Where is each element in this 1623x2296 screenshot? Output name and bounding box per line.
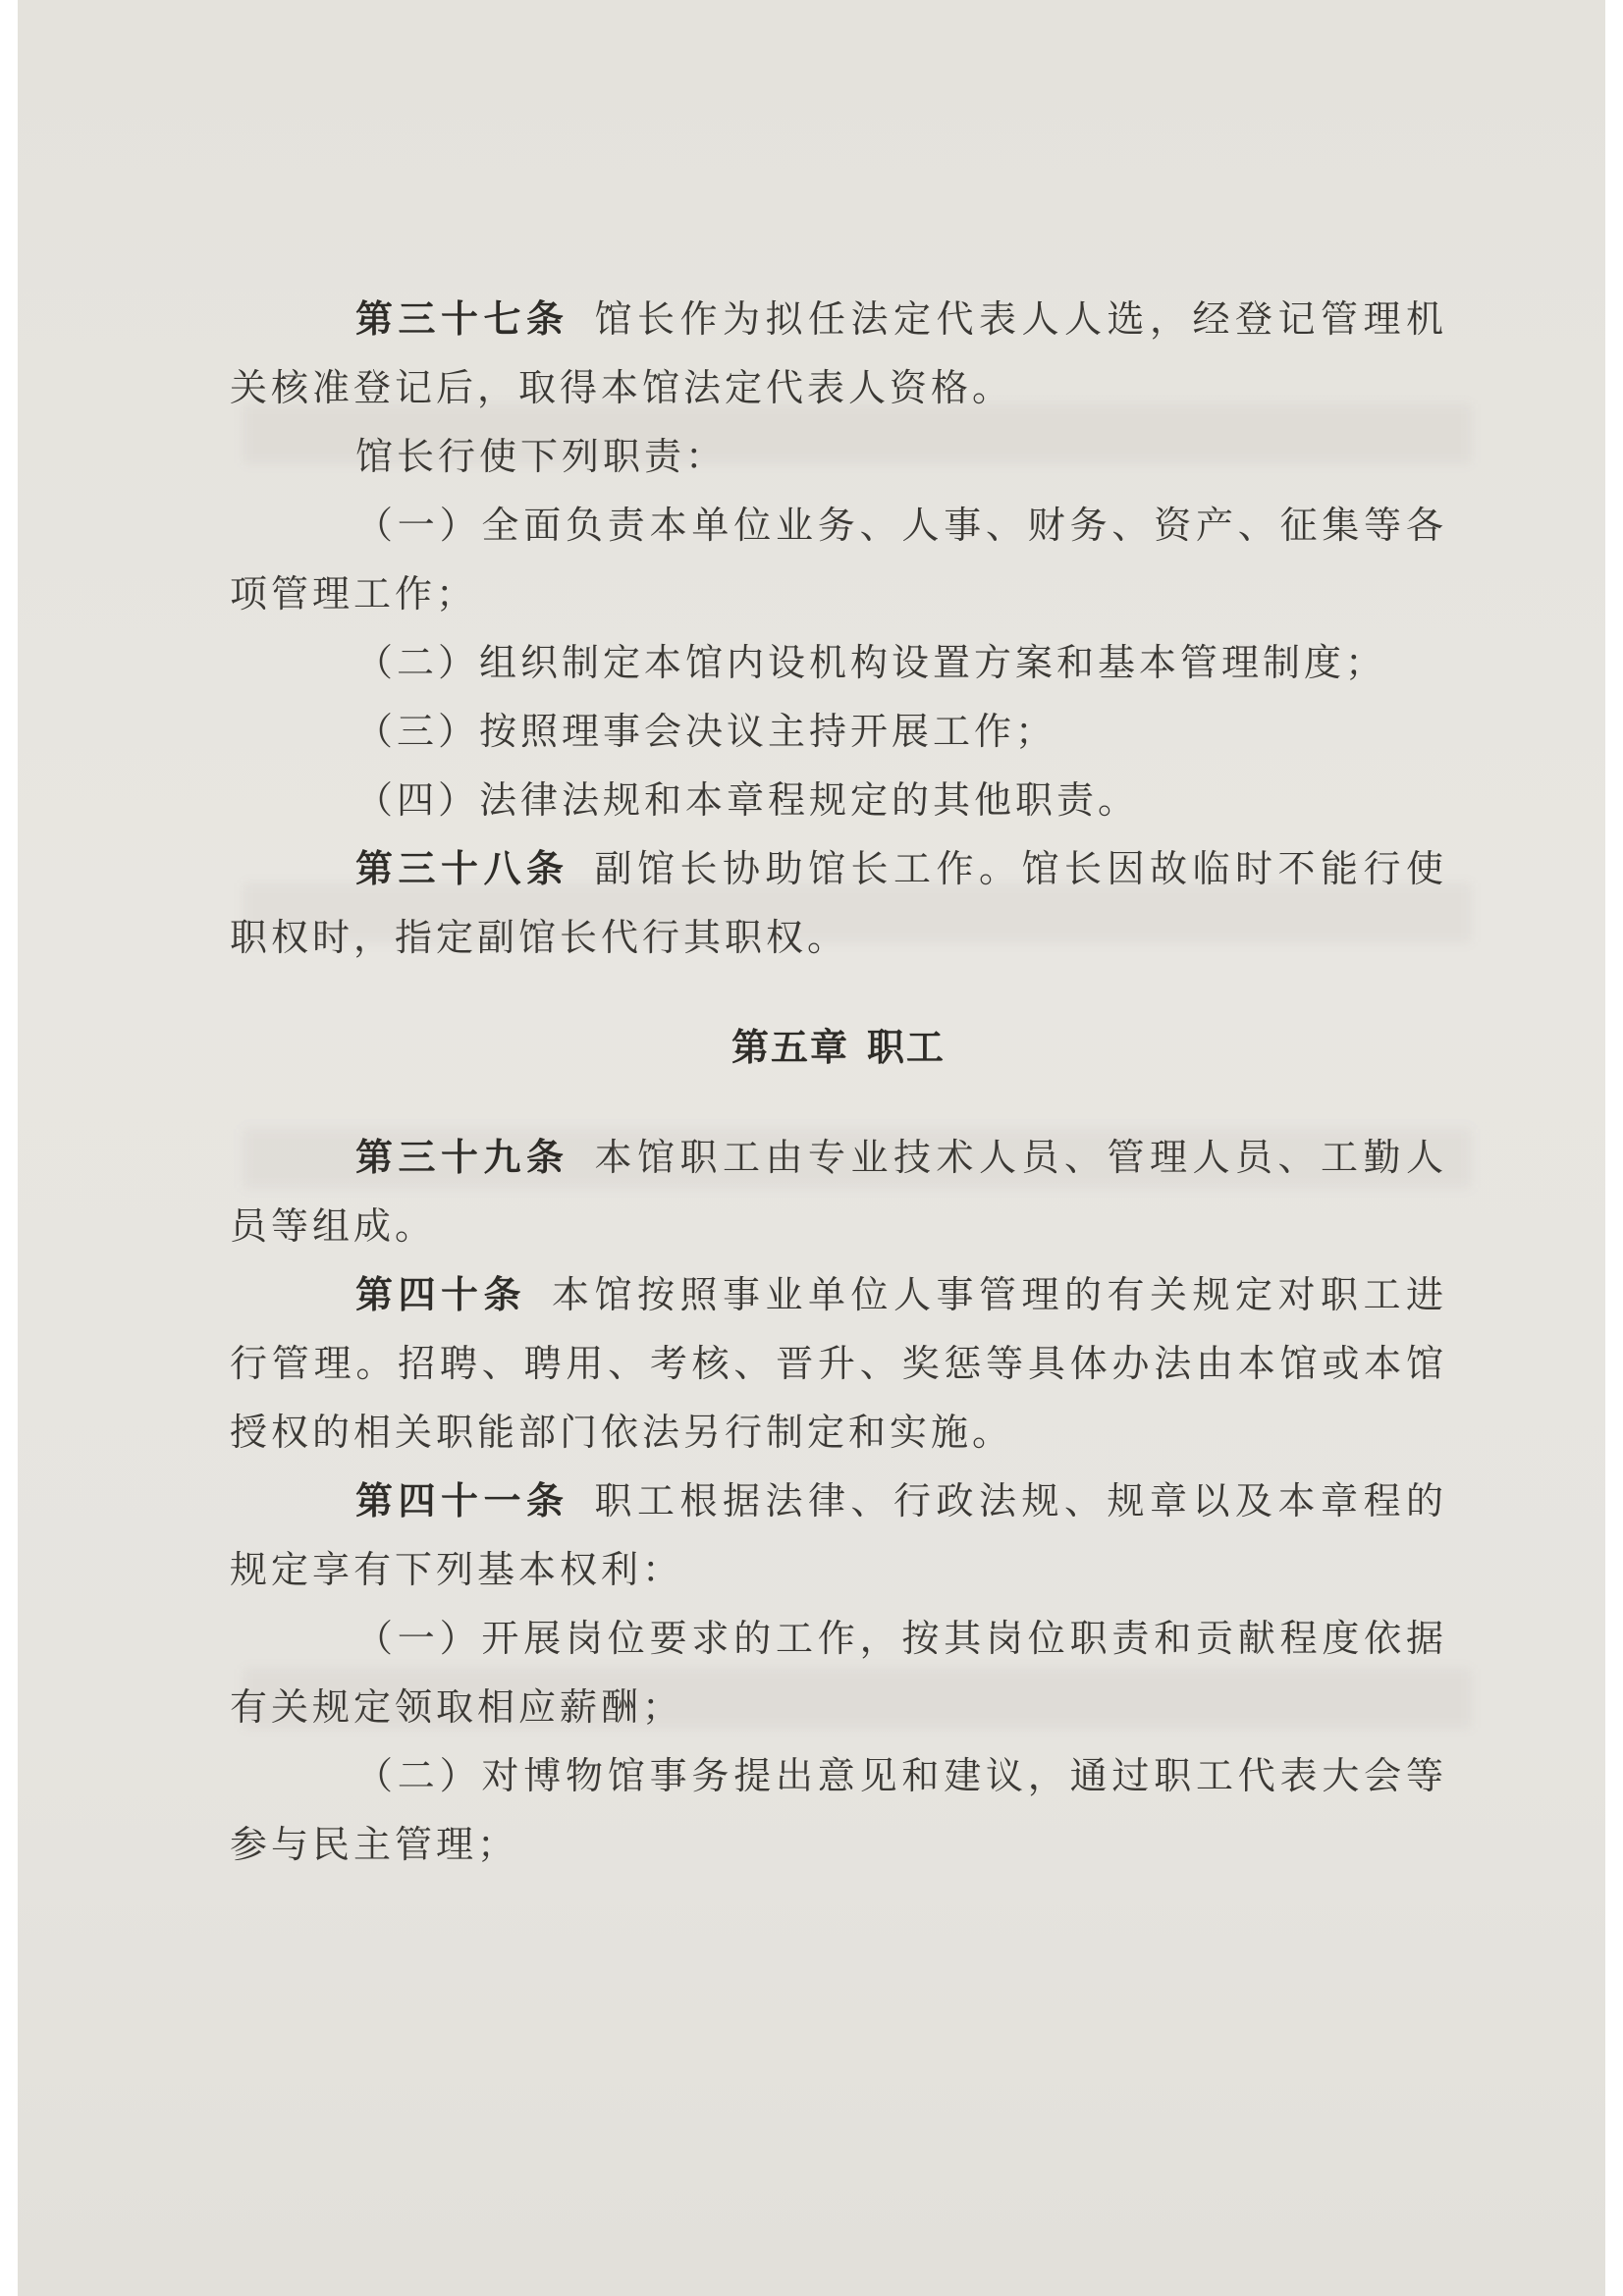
article-number: 第三十九条 <box>355 1136 569 1179</box>
list-item: （一）开展岗位要求的工作，按其岗位职责和贡献程度依据有关规定领取相应薪酬； <box>230 1617 1447 1729</box>
article-39 <box>230 1123 1447 1260</box>
article-40 <box>230 1260 1447 1467</box>
article-text: 副馆长协助馆长工作。馆长因故临时不能行使职权时，指定副馆长代行其职权。 <box>230 847 1447 959</box>
article-number: 第四十条 <box>355 1273 526 1316</box>
article-37-intro: 馆长行使下列职责： <box>355 435 728 478</box>
list-item: （三）按照理事会决议主持开展工作； <box>355 710 1057 753</box>
article-number: 第四十一条 <box>355 1479 569 1522</box>
article-41 <box>230 1467 1447 1604</box>
article-38 <box>230 834 1447 972</box>
chapter-heading <box>230 972 1447 1123</box>
chapter-number: 第五章 <box>730 1026 849 1069</box>
article-text: 本馆按照事业单位人事管理的有关规定对职工进行管理。招聘、聘用、考核、晋升、奖惩等具体办法由本馆或本馆授权的相关职能部门依法另行制定和实施。 <box>230 1273 1447 1454</box>
article-text: 职工根据法律、行政法规、规章以及本章程的规定享有下列基本权利： <box>230 1479 1447 1591</box>
article-number: 第三十八条 <box>355 847 569 890</box>
list-item: （一）全面负责本单位业务、人事、财务、资产、征集等各项管理工作； <box>230 504 1447 615</box>
article-text: 馆长作为拟任法定代表人人选，经登记管理机关核准登记后，取得本馆法定代表人资格。 <box>230 297 1447 409</box>
chapter-title: 职工 <box>867 1026 947 1069</box>
article-number: 第三十七条 <box>355 297 569 341</box>
article-text: 本馆职工由专业技术人员、管理人员、工勤人员等组成。 <box>230 1136 1447 1248</box>
article-37 <box>230 285 1447 422</box>
list-item: （四）法律法规和本章程规定的其他职责。 <box>355 778 1140 822</box>
list-item: （二）组织制定本馆内设机构设置方案和基本管理制度； <box>355 641 1387 684</box>
list-item: （二）对博物馆事务提出意见和建议，通过职工代表大会等参与民主管理； <box>230 1754 1447 1866</box>
document-body <box>230 285 1447 1879</box>
document-page <box>18 0 1605 2296</box>
